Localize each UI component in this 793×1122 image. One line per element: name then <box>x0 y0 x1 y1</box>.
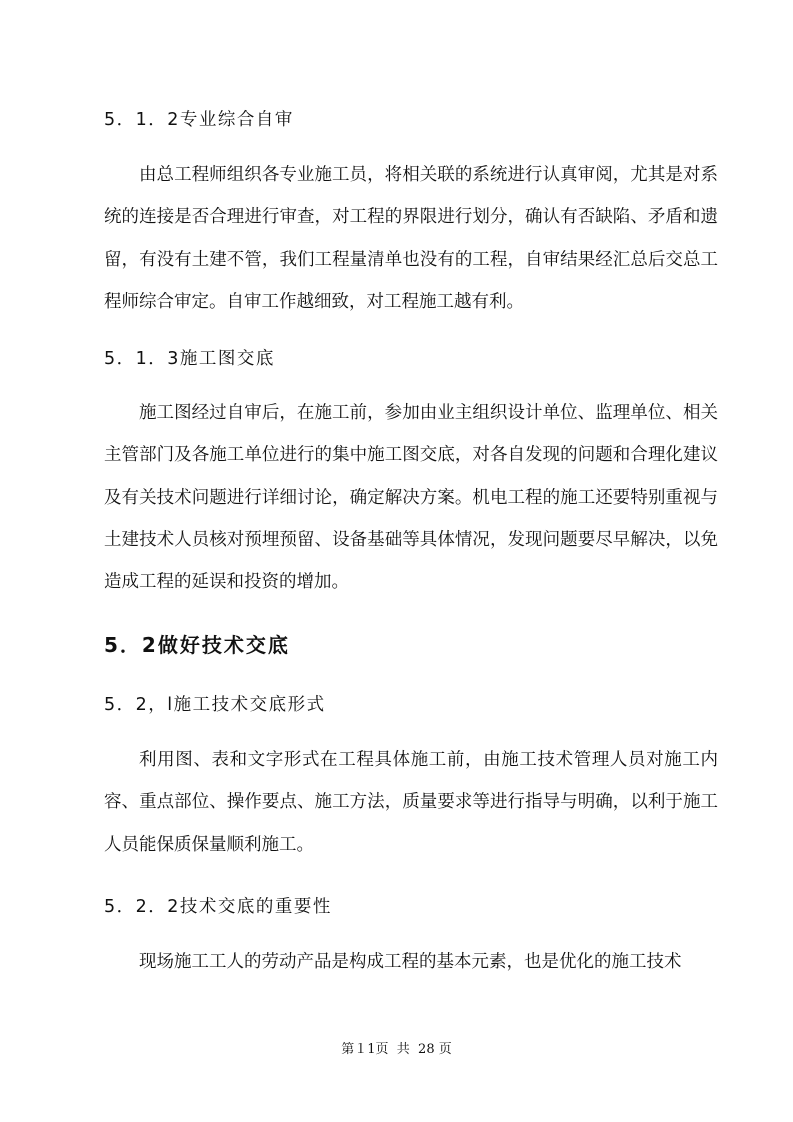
heading-5-1-3: 5．1．3施工图交底 <box>104 349 275 369</box>
heading-5-2-2: 5．2．2技术交底的重要性 <box>104 897 332 917</box>
heading-5-1-2: 5．1．2专业综合自审 <box>104 110 294 130</box>
paragraph-5-1-3: 施工图经过自审后，在施工前，参加由业主组织设计单位、监理单位、相关主管部门及各施工单位进行的集中施工图交底，对各自发现的问题和合理化建议及有关技术问题进行详细讨论，确定解决方案。机电工程的施工还要特别重视与土建技术人员核对预埋预留、设备基础等具体情况，发现问题要尽早解决，以免造成工程的延误和投资的增加。 <box>104 403 718 593</box>
page-footer: 第１1页 共 28 页 <box>341 1042 452 1057</box>
paragraph-5-1-2: 由总工程师组织各专业施工员，将相关联的系统进行认真审阅，尤其是对系统的连接是否合理进行审查，对工程的界限进行划分，确认有否缺陷、矛盾和遗留，有没有土建不管，我们工程量清单也没有的工程，自审结果经汇总后交总工程师综合审定。自审工作越细致，对工程施工越有利。 <box>104 165 718 312</box>
heading-5-2-1: 5．2，l施工技术交底形式 <box>104 695 326 715</box>
heading-5-2: 5．2做好技术交底 <box>104 633 290 657</box>
paragraph-5-2-1: 利用图、表和文字形式在工程具体施工前，由施工技术管理人员对施工内容、重点部位、操作要点、施工方法，质量要求等进行指导与明确，以利于施工人员能保质保量顺利施工。 <box>104 750 718 855</box>
paragraph-5-2-2: 现场施工工人的劳动产品是构成工程的基本元素，也是优化的施工技术 <box>139 952 682 972</box>
